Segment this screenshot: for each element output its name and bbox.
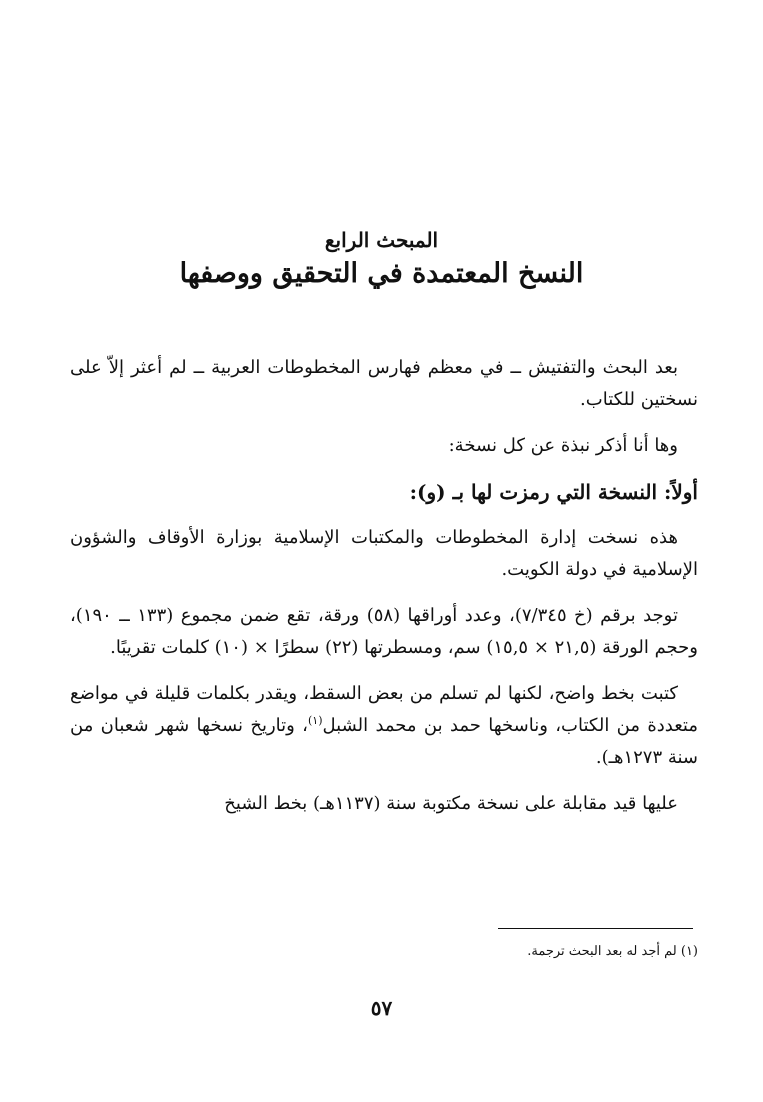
paragraph-script-text: كتبت بخط واضح، لكنها لم تسلم من بعض السقط، ويقدر بكلمات قليلة في مواضع متعددة من الكتاب، وناسخها حمد بن محمد الشبل (70, 683, 698, 736)
paragraph-lead: وها أنا أذكر نبذة عن كل نسخة: (448, 435, 678, 456)
paragraph-description: توجد برقم (خ ٧/٣٤٥)، وعدد أوراقها (٥٨) ورقة، تقع ضمن مجموع (١٣٣ ــ ١٩٠)، وحجم الورقة (٢١,٥ × ١٥,٥) سم، ومسطرتها (٢٢) سطرًا × (١٠) كلمات تقريبًا. (70, 605, 698, 658)
footnote-divider (498, 928, 693, 929)
footnote: (١) لم أجد له بعد البحث ترجمة. (527, 944, 698, 959)
body-text (70, 352, 698, 834)
footnote-reference: (١) (308, 714, 323, 727)
section-label: المبحث الرابع (324, 228, 439, 252)
paragraph-intro: بعد البحث والتفتيش ــ في معظم فهارس المخطوطات العربية ــ لم أعثر إلاّ على نسختين للكتاب. (70, 357, 698, 410)
paragraph-source: هذه نسخت إدارة المخطوطات والمكتبات الإسلامية بوزارة الأوقاف والشؤون الإسلامية في دولة الكويت. (70, 527, 698, 580)
paragraph-collation: عليها قيد مقابلة على نسخة مكتوبة سنة (١١٣٧هـ) بخط الشيخ (224, 793, 678, 814)
section-title: النسخ المعتمدة في التحقيق ووصفها (179, 258, 584, 289)
subheading-first-copy: أولاً: النسخة التي رمزت لها بـ (و): (409, 480, 698, 504)
page-number: ٥٧ (370, 996, 393, 1020)
paragraph-script-tail: ، وتاريخ نسخها شهر شعبان من سنة ١٢٧٣هـ). (70, 715, 698, 768)
paragraph-script (70, 678, 698, 774)
